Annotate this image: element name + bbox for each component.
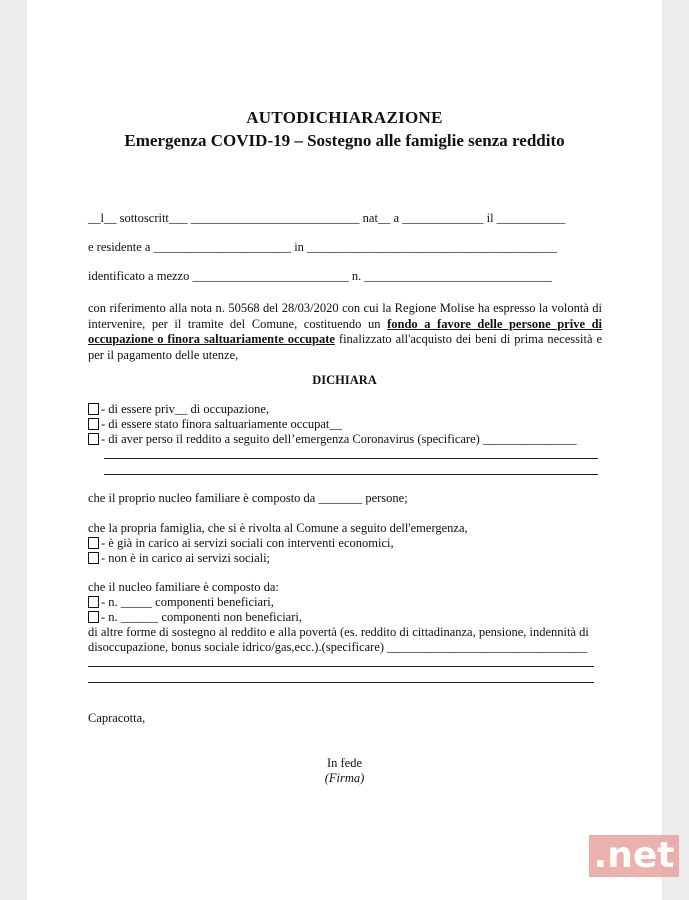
option-label: - non è in carico ai servizi sociali; (101, 551, 271, 565)
paragraph-text: con riferimento alla nota n. 50568 del 28/03/2020 con cui la Regione Molise ha espresso la volontà di intervenire, per il tramite del Comune, costituendo un (88, 301, 602, 331)
option-label: - n. ______ componenti non beneficiari, (101, 610, 302, 624)
checkbox[interactable] (88, 433, 99, 445)
blank-line (104, 458, 598, 459)
blank-line (88, 682, 594, 683)
option-label: - di aver perso il reddito a seguito dell’emergenza Coronavirus (specificare) _______________ (101, 432, 577, 446)
family-statement: che la propria famiglia, che si è rivolta al Comune a seguito dell'emergenza, (88, 521, 468, 535)
personal-data-line-3: identificato a mezzo _________________________ n. ______________________________ (88, 269, 552, 283)
checkbox[interactable] (88, 552, 99, 564)
checkbox[interactable] (88, 537, 99, 549)
blank-line (104, 474, 598, 475)
signature-label: (Firma) (324, 771, 365, 785)
paragraph-text-end: finalizzato all'acquisto dei beni di prima necessità e per il pagamento delle utenze, (88, 332, 602, 362)
option-label: - è già in carico ai servizi sociali con interventi economici, (101, 536, 394, 550)
checkbox[interactable] (88, 596, 99, 608)
other-support-line-2: disoccupazione, bonus sociale idrico/gas,ecc.).(specificare) ________________________________ (88, 640, 588, 654)
household-size-line: che il proprio nucleo familiare è composto da _______ persone; (88, 491, 408, 505)
document-title: AUTODICHIARAZIONE (246, 108, 443, 127)
option-row[interactable] (88, 417, 342, 431)
household-composition: che il nucleo familiare è composto da: (88, 580, 279, 594)
section-heading-dichiara: DICHIARA (312, 373, 377, 387)
option-row[interactable] (88, 595, 274, 609)
checkbox[interactable] (88, 403, 99, 415)
personal-data-line-1: __l__ sottoscritt___ ___________________________ nat__ a _____________ il ___________ (88, 211, 566, 225)
reference-paragraph (88, 301, 602, 363)
option-label: - di essere stato finora saltuariamente occupat__ (101, 417, 342, 431)
blank-line (88, 666, 594, 667)
option-row[interactable] (88, 402, 269, 416)
option-row[interactable] (88, 551, 270, 565)
option-label: - di essere priv__ di occupazione, (101, 402, 269, 416)
option-row[interactable] (88, 432, 577, 446)
paragraph-highlight: fondo a favore delle persone prive di occupazione o finora saltuariamente occupate (88, 316, 602, 346)
personal-data-line-2: e residente a ______________________ in ________________________________________ (88, 240, 558, 254)
place-label: Capracotta, (88, 711, 146, 725)
document-subtitle: Emergenza COVID-19 – Sostegno alle famiglie senza reddito (124, 131, 565, 150)
in-fede-label: In fede (326, 756, 363, 770)
watermark-logo: .net (589, 835, 679, 877)
option-label: - n. _____ componenti beneficiari, (101, 595, 274, 609)
other-support-line-1: di altre forme di sostegno al reddito e alla povertà (es. reddito di cittadinanza, pensione, indennità di (88, 625, 589, 639)
option-row[interactable] (88, 610, 302, 624)
checkbox[interactable] (88, 418, 99, 430)
checkbox[interactable] (88, 611, 99, 623)
option-row[interactable] (88, 536, 394, 550)
